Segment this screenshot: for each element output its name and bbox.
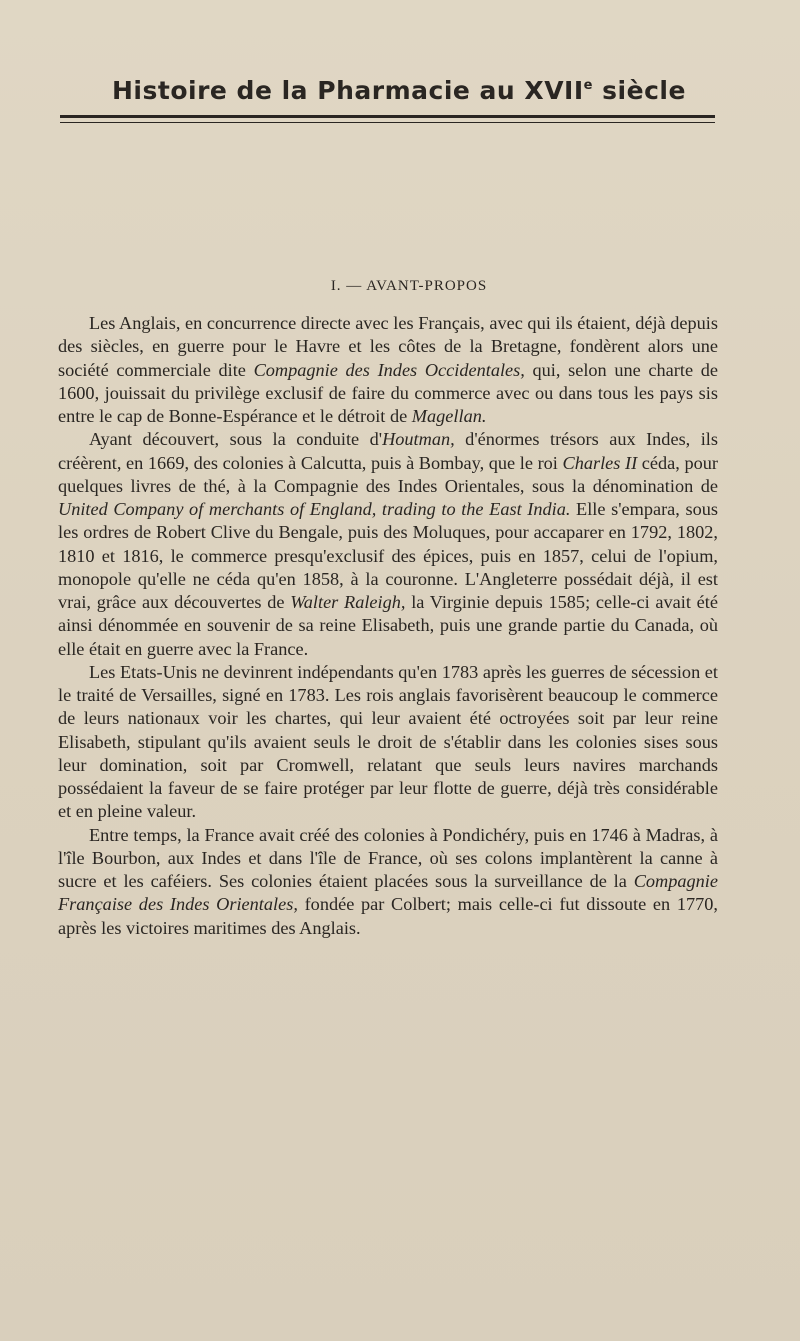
title-suffix: siècle xyxy=(592,76,686,105)
title-superscript: e xyxy=(583,78,593,93)
text-run: fondée par Colbert; mais celle-ci fut dissoute en 1770, après les victoires maritimes des Anglais. xyxy=(58,894,718,938)
text-run: Les Anglais, en concurrence directe avec les Français, avec qui ils étaient, déjà depuis des siècles, en guerre pour le Havre et les côtes de la Bretagne, fondèrent alors une société commerciale dite xyxy=(58,313,718,380)
italic-text: Magellan. xyxy=(411,406,487,426)
page-title xyxy=(112,76,712,105)
paragraph xyxy=(58,312,718,428)
italic-text: Walter Raleigh, xyxy=(290,592,406,612)
header-rule-thick xyxy=(60,115,715,118)
italic-text: United Company of merchants of England, trading to the East India. xyxy=(58,499,571,519)
text-run: la Virginie depuis 1585; celle-ci avait été ainsi dénommée en souvenir de sa reine Elisabeth, puis une grande partie du Canada, où elle était en guerre avec la France. xyxy=(58,592,718,659)
italic-text: Compagnie Française des Indes Orientales, xyxy=(58,871,718,915)
italic-text: Compagnie des Indes Occidentales, xyxy=(253,359,525,380)
header-rule-thin xyxy=(60,122,715,123)
running-header xyxy=(112,76,712,105)
text-run: céda, pour quelques livres de thé, à la Compagnie des Indes Orientales, sous la dénomination de xyxy=(58,452,718,496)
text-run: Les Etats-Unis ne devinrent indépendants qu'en 1783 après les guerres de sécession et le traité de Versailles, signé en 1783. Les rois anglais favorisèrent beaucoup le commerce de leurs nationaux voir les chartes, qui leur avaient été octroyées soit par leur reine Elisabeth, stipulant qu'ils avaient seuls le droit de s'établir dans les colonies sises sous leur domination, soit par Cromwell, relatant que seuls leurs navires marchands possédaient la faveur de se faire protéger par leur flotte de guerre, déjà très considérable et en pleine valeur. xyxy=(58,661,718,822)
text-run: Elle s'empara, sous les ordres de Robert Clive du Bengale, puis des Moluques, pour accaparer en 1792, 1802, 1810 et 1816, le commerce presqu'exclusif des épices, puis en 1857, celui de l'opium, monopole qu'elle ne céda qu'en 1858, à la couronne. L'Angleterre possédait déjà, il est vrai, grâce aux découvertes de xyxy=(58,499,718,612)
text-run: qui, selon une charte de 1600, jouissait du privilège exclusif de faire du commerce avec ou dans tous les pays sis entre le cap de Bonne-Espérance et le détroit de xyxy=(58,359,718,426)
section-heading: I. — AVANT-PROPOS xyxy=(330,278,488,294)
body-text xyxy=(58,312,718,940)
paragraph xyxy=(58,428,718,661)
text-run: Entre temps, la France avait créé des colonies à Pondichéry, puis en 1746 à Madras, à l'île Bourbon, aux Indes et dans l'île de France, où ses colons implantèrent la canne à sucre et les caféiers. Ses colonies étaient placées sous la surveillance de la xyxy=(58,824,718,891)
paragraph xyxy=(58,661,718,824)
title-main: Histoire de la Pharmacie au XVII xyxy=(112,76,584,105)
text-run: d'énormes trésors aux Indes, ils créèrent, en 1669, des colonies à Calcutta, puis à Bombay, que le roi xyxy=(58,429,718,473)
italic-text: Houtman, xyxy=(382,429,455,450)
paragraph xyxy=(58,824,718,940)
text-run: Ayant découvert, sous la conduite d' xyxy=(89,429,383,450)
italic-text: Charles II xyxy=(562,452,638,473)
